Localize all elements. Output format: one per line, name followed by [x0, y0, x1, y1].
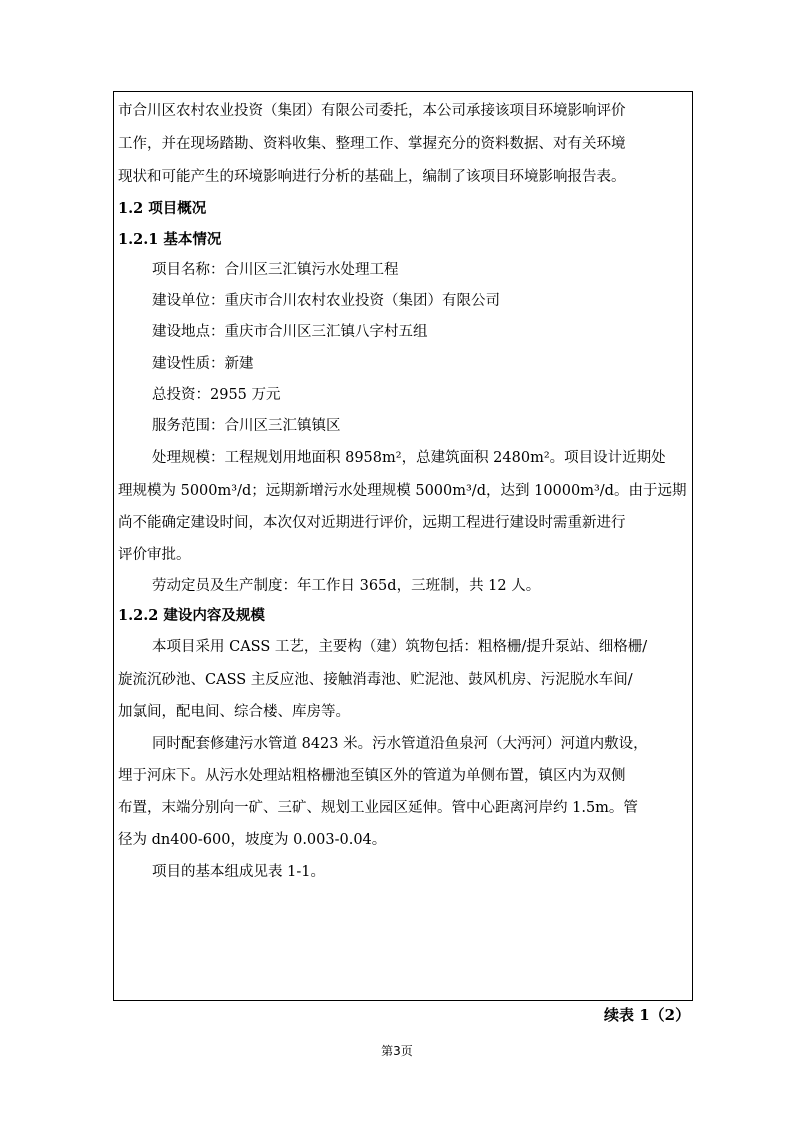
construction-unit: 建设单位：重庆市合川农村农业投资（集团）有限公司	[152, 293, 500, 309]
body-text-line: 径为 dn400-600，坡度为 0.003-0.04。	[118, 832, 387, 848]
staffing: 劳动定员及生产制度：年工作日 365d，三班制，共 12 人。	[152, 578, 541, 594]
subsection-heading: 1.2.1 基本情况	[118, 231, 222, 248]
total-investment: 总投资：2955 万元	[152, 387, 281, 403]
body-text-line: 埋于河床下。从污水处理站粗格栅池至镇区外的管道为单侧布置，镇区内为双侧	[118, 768, 626, 784]
body-text-line: 现状和可能产生的环境影响进行分析的基础上，编制了该项目环境影响报告表。	[118, 169, 626, 185]
body-text-line: 评价审批。	[118, 547, 191, 563]
page-number: 第3页	[381, 1044, 413, 1058]
body-text-line: 布置，末端分别向一矿、三矿、规划工业园区延伸。管中心距离河岸约 1.5m。管	[118, 800, 638, 816]
body-text-line: 本项目采用 CASS 工艺，主要构（建）筑物包括：粗格栅/提升泵站、细格栅/	[152, 639, 648, 655]
body-text-line: 同时配套修建污水管道 8423 米。污水管道沿鱼泉河（大沔河）河道内敷设，	[152, 736, 648, 752]
body-text-line: 工作，并在现场踏勘、资料收集、整理工作、掌握充分的资料数据、对有关环境	[118, 136, 626, 152]
body-text-line: 处理规模：工程规划用地面积 8958m²，总建筑面积 2480m²。项目设计近期处	[152, 450, 666, 466]
service-area: 服务范围：合川区三汇镇镇区	[152, 418, 341, 434]
subsection-heading: 1.2.2 建设内容及规模	[118, 607, 265, 624]
body-text-line: 理规模为 5000m³/d；远期新增污水处理规模 5000m³/d，达到 10000m³/d。由于远期	[118, 483, 687, 499]
construction-nature: 建设性质：新建	[152, 356, 254, 372]
body-text-line: 尚不能确定建设时间，本次仅对近期进行评价，远期工程进行建设时需重新进行	[118, 515, 626, 531]
body-text-line: 加氯间，配电间、综合楼、库房等。	[118, 704, 350, 720]
continued-table-label: 续表 1（2）	[604, 1006, 691, 1024]
body-text-line: 市合川区农村农业投资（集团）有限公司委托，本公司承接该项目环境影响评价	[118, 103, 626, 119]
construction-site: 建设地点：重庆市合川区三汇镇八字村五组	[152, 324, 428, 340]
project-name: 项目名称：合川区三汇镇污水处理工程	[152, 262, 399, 278]
body-text-line: 项目的基本组成见表 1-1。	[152, 864, 325, 880]
section-heading: 1.2 项目概况	[118, 200, 207, 217]
body-text-line: 旋流沉砂池、CASS 主反应池、接触消毒池、贮泥池、鼓风机房、污泥脱水车间/	[118, 672, 633, 688]
